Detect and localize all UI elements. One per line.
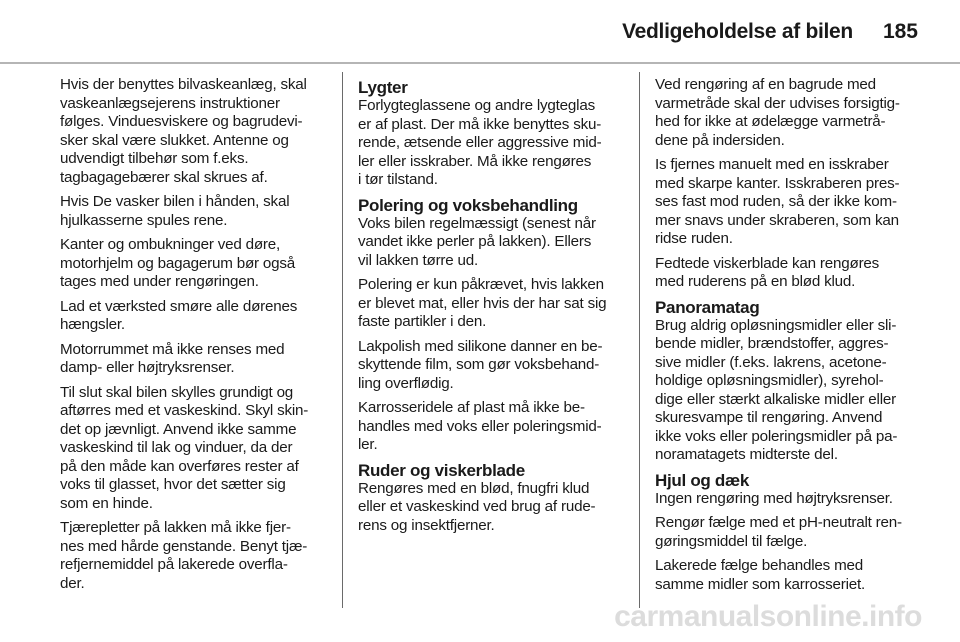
text-column-1	[60, 76, 328, 599]
section-heading: Panoramatag	[655, 297, 760, 317]
text-line: det op jævnligt. Anvend ikke samme	[60, 420, 297, 438]
text-line: Rengøres med en blød, fnugfri klud	[358, 479, 590, 497]
text-line: Lakerede fælge behandles med	[655, 557, 864, 574]
paragraph	[60, 236, 328, 292]
paragraph	[60, 298, 328, 335]
text-line: ler eller isskraber. Må ikke rengøres	[358, 152, 592, 170]
text-line: holdige opløsningsmidler), syrehol-	[655, 372, 884, 389]
text-line: Fedtede viskerblade kan rengøres	[655, 254, 880, 272]
text-line: dige eller stærkt alkaliske midler eller	[655, 390, 896, 408]
paragraph	[655, 255, 923, 292]
page-header	[622, 12, 918, 52]
paragraph	[60, 341, 328, 378]
text-line: noramatagets midterste del.	[655, 446, 838, 463]
paragraph	[358, 97, 626, 190]
text-line: vaskeskind til lak og vinduer, da der	[60, 439, 293, 456]
paragraph	[655, 317, 923, 465]
text-line: Is fjernes manuelt med en isskraber	[655, 156, 889, 173]
section-heading: Ruder og viskerblade	[358, 460, 525, 480]
text-line: skyttende film, som gør voksbehand-	[358, 356, 600, 373]
text-line: følges. Vinduesviskere og bagrudevi-	[60, 113, 303, 130]
paragraph	[60, 519, 328, 593]
text-line: ler.	[358, 436, 378, 453]
page-number: 185	[882, 20, 918, 43]
text-line: Rengør fælge med et pH-neutralt ren-	[655, 514, 902, 531]
paragraph	[358, 399, 626, 455]
text-line: sker skal være slukket. Antenne og	[60, 131, 289, 149]
text-line: rende, ætsende eller aggressive mid-	[358, 134, 602, 151]
paragraph	[655, 156, 923, 249]
column-divider-1	[342, 72, 343, 608]
paragraph	[358, 215, 626, 271]
text-line: Hvis der benyttes bilvaskeanlæg, skal	[60, 76, 307, 93]
footer-watermark: carmanualsonline.info	[614, 600, 922, 633]
text-line: bende midler, brændstoffer, aggres-	[655, 335, 889, 352]
text-line: dene på indersiden.	[655, 131, 785, 149]
text-line: nes med hårde genstande. Benyt tjæ-	[60, 537, 308, 555]
text-line: refjernemiddel på lakerede overfla-	[60, 556, 288, 573]
text-line: ikke voks eller poleringsmidler på pa-	[655, 427, 898, 445]
text-line: tages med under rengøringen.	[60, 273, 259, 290]
text-line: Lad et værksted smøre alle dørenes	[60, 297, 298, 315]
text-line: udvendigt tilbehør som f.eks.	[60, 150, 249, 167]
text-line: voks til glasset, hvor det sætter sig	[60, 476, 286, 493]
text-line: damp- eller højtryksrenser.	[60, 359, 235, 376]
text-line: med ruderens på en blød klud.	[655, 273, 856, 290]
section-heading: Lygter	[358, 78, 408, 97]
paragraph	[655, 490, 923, 509]
text-line: Ingen rengøring med højtryksrenser.	[655, 489, 893, 507]
text-line: Til slut skal bilen skylles grundigt og	[60, 383, 294, 401]
text-line: handles med voks eller poleringsmid-	[358, 417, 602, 435]
text-line: tagbagagebærer skal skrues af.	[60, 168, 268, 186]
text-line: Karrosseridele af plast må ikke be-	[358, 399, 585, 416]
text-line: Tjærepletter på lakken må ikke fjer-	[60, 519, 291, 536]
text-line: skuresvampe til rengøring. Anvend	[655, 409, 883, 426]
paragraph	[60, 76, 328, 187]
text-line: mer snavs under skraberen, som kan	[655, 211, 899, 229]
text-line: faste partikler i den.	[358, 313, 487, 330]
text-line: varmetråde skal der udvises forsigtig-	[655, 94, 900, 112]
text-line: ling overflødig.	[358, 374, 454, 392]
text-line: vil lakken tørre ud.	[358, 251, 479, 269]
paragraph	[358, 276, 626, 332]
section-heading: Polering og voksbehandling	[358, 195, 578, 215]
text-line: Polering er kun påkrævet, hvis lakken	[358, 276, 604, 293]
text-line: er af plast. Der må ikke benyttes sku-	[358, 115, 602, 133]
text-line: sive midler (f.eks. lakrens, acetone-	[655, 353, 887, 371]
text-line: aftørres med et vaskeskind. Skyl skin-	[60, 402, 309, 419]
paragraph	[60, 384, 328, 514]
text-line: rens og insektfjerner.	[358, 516, 495, 534]
header-divider	[0, 62, 960, 64]
text-line: med skarpe kanter. Isskraberen pres-	[655, 174, 900, 192]
paragraph	[358, 480, 626, 536]
text-line: i tør tilstand.	[358, 171, 438, 188]
text-line: er blevet mat, eller hvis der har sat sig	[358, 294, 607, 312]
text-line: samme midler som karrosseriet.	[655, 575, 866, 593]
text-line: hjulkasserne spules rene.	[60, 211, 228, 229]
text-line: motorhjelm og bagagerum bør også	[60, 254, 296, 272]
paragraph	[655, 557, 923, 594]
text-column-3	[655, 76, 923, 600]
paragraph	[60, 193, 328, 230]
text-line: Lakpolish med silikone danner en be-	[358, 337, 603, 355]
text-line: Ved rengøring af en bagrude med	[655, 76, 876, 93]
text-line: eller et vaskeskind ved brug af rude-	[358, 498, 596, 515]
text-line: ses fast mod ruden, så der ikke kom-	[655, 193, 897, 210]
text-line: Motorrummet må ikke renses med	[60, 340, 285, 358]
text-line: vaskeanlægsejerens instruktioner	[60, 94, 280, 112]
column-divider-2	[639, 72, 640, 608]
text-line: Kanter og ombukninger ved døre,	[60, 236, 281, 253]
text-line: vandet ikke perler på lakken). Ellers	[358, 233, 592, 250]
text-line: Hvis De vasker bilen i hånden, skal	[60, 193, 290, 210]
text-line: Brug aldrig opløsningsmidler eller sli-	[655, 316, 897, 334]
text-line: gøringsmiddel til fælge.	[655, 532, 808, 550]
text-line: Forlygteglassene og andre lygteglas	[358, 97, 595, 114]
text-line: der.	[60, 574, 85, 592]
text-line: Voks bilen regelmæssigt (senest når	[358, 214, 596, 232]
text-line: hed for ikke at ødelægge varmetrå-	[655, 113, 886, 130]
paragraph	[655, 76, 923, 150]
text-column-2	[358, 76, 626, 541]
text-line: hængsler.	[60, 316, 125, 333]
text-line: på den måde kan overføres rester af	[60, 457, 299, 475]
text-line: som en hinde.	[60, 494, 153, 512]
page-title: Vedligeholdelse af bilen	[622, 20, 853, 43]
text-line: ridse ruden.	[655, 230, 733, 247]
section-heading: Hjul og dæk	[655, 470, 749, 490]
paragraph	[655, 514, 923, 551]
paragraph	[358, 338, 626, 394]
